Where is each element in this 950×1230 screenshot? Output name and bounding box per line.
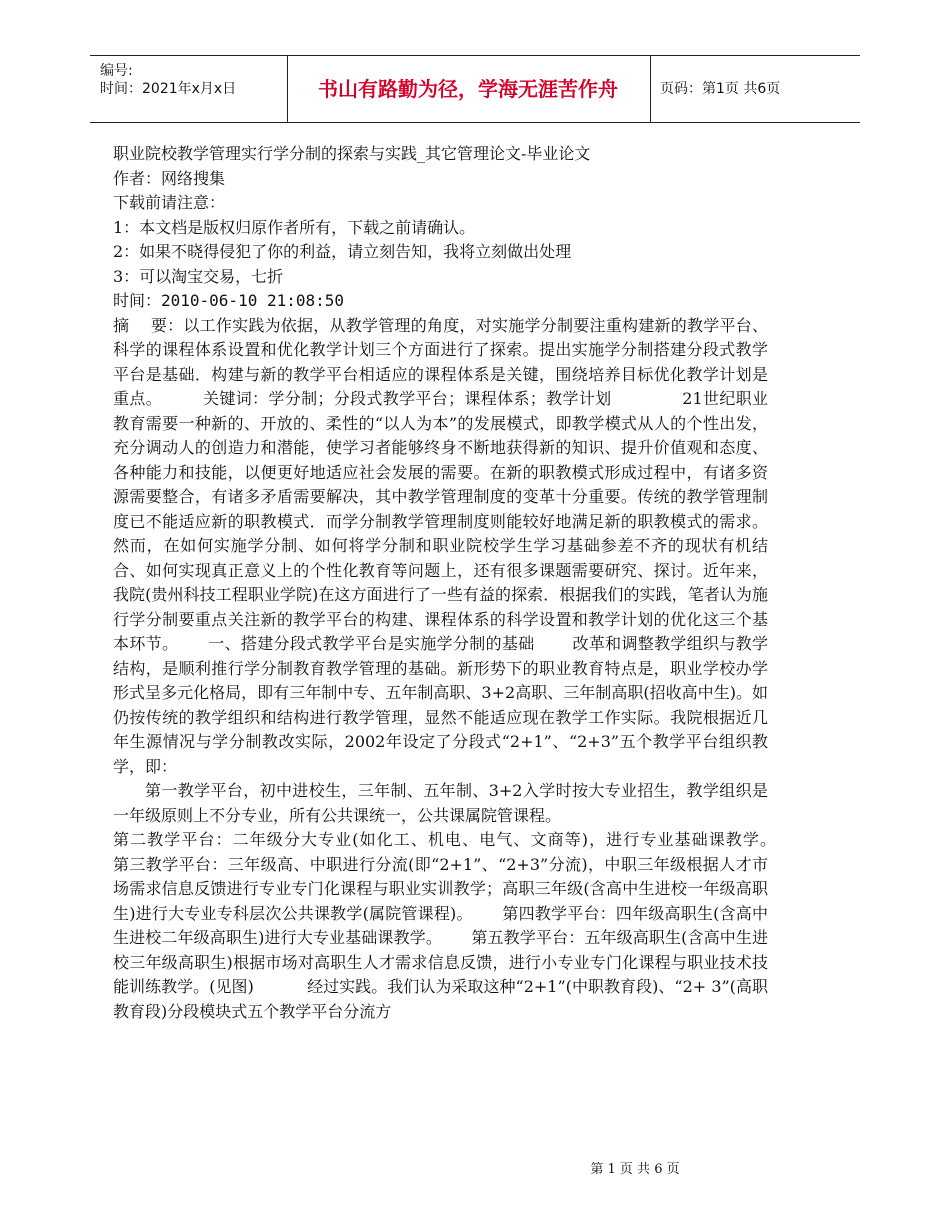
document-time: 时间：2010-06-10 21:08:50 (113, 291, 345, 310)
download-notice-3: 3：可以淘宝交易，七折 (113, 266, 284, 286)
document-time-label: 时间：2021年x月x日 (100, 81, 237, 97)
document-number-label: 编号: (100, 63, 133, 79)
page-footer: 第 1 页 共 6 页 (590, 1162, 680, 1177)
document-title: 职业院校教学管理实行学分制的探索与实践_其它管理论文-毕业论文 (113, 144, 591, 163)
header-page-label: 页码：第1页 共6页 (660, 81, 781, 97)
document-body (113, 142, 806, 1024)
header-motto: 书山有路勤为径，学海无涯苦作舟 (318, 77, 618, 101)
body-paragraph-2: 第一教学平台，初中进校生，三年制、五年制、3+2入学时按大专业招生，教学组织是一年级原则上不分专业，所有公共课统一，公共课属院管课程。 (113, 781, 768, 825)
header-divider-right (650, 56, 651, 122)
download-notice-1: 1：本文档是版权归原作者所有，下载之前请确认。 (113, 217, 476, 237)
body-paragraph-3: 第二教学平台：二年级分大专业(如化工、机电、电气、文商等)，进行专业基础课教学。 第三教学平台：三年级高、中职进行分流(即“2+1”、“2+3”分流)，中职三年级根据人才市场需求信息反馈进行专业专门化课程与职业实训教学；高职三年级(含高中生进校一年级高职生)进行大专业专科层次公共课教学(属院管课程)。 第四教学平台：四年级高职生(含高中生进校二年级高职生)进行大专业基础课教学。 第五教学平台：五年级高职生(含高中生进校三年级高职生)根据市场对高职生人才需求信息反馈，进行小专业专门化课程与职业技术技能训练教学。(见图) 经过实践。我们认为采取这种“2+1”(中职教育段)、“2+ 3”(高职教育段)分段模块式五个教学平台分流方 (113, 830, 806, 1021)
abstract-paragraph: 摘 要：以工作实践为依据，从教学管理的角度，对实施学分制要注重构建新的教学平台、科学的课程体系设置和优化教学计划三个方面进行了探索。提出实施学分制搭建分段式教学平台是基础．构建与新的教学平台相适应的课程体系是关键，围绕培养目标优化教学计划是重点。 关键词：学分制；分段式教学平台；课程体系；教学计划 21世纪职业教育需要一种新的、开放的、柔性的“以人为本”的发展模式，即教学模式从人的个性出发，充分调动人的创造力和潜能，使学习者能够终身不断地获得新的知识、提升价值观和态度、各种能力和技能，以便更好地适应社会发展的需要。在新的职教模式形成过程中，有诸多资源需要整合，有诸多矛盾需要解决，其中教学管理制度的变革十分重要。传统的教学管理制度已不能适应新的职教模式．而学分制教学管理制度则能较好地满足新的职教模式的需求。然而，在如何实施学分制、如何将学分制和职业院校学生学习基础参差不齐的现状有机结合、如何实现真正意义上的个性化教育等问题上，还有很多课题需要研究、探讨。近年来，我院(贵州科技工程职业学院)在这方面进行了一些有益的探索．根据我们的实践，笔者认为施行学分制要重点关注新的教学平台的构建、课程体系的科学设置和教学计划的优化这三个基本环节。 一、搭建分段式教学平台是实施学分制的基础 改革和调整教学组织与教学结构，是顺利推行学分制教育教学管理的基础。新形势下的职业教育特点是，职业学校办学形式呈多元化格局，即有三年制中专、五年制高职、3+2高职、三年制高职(招收高中生)。如仍按传统的教学组织和结构进行教学管理，显然不能适应现在教学工作实际。我院根据近几年生源情况与学分制教改实际，2002年设定了分段式“2+1”、“2+3”五个教学平台组织教学，即： (113, 315, 768, 776)
page-header (90, 55, 860, 123)
download-notice-heading: 下载前请注意： (113, 193, 226, 212)
header-meta (100, 56, 280, 122)
download-notice-2: 2：如果不晓得侵犯了你的利益，请立刻告知，我将立刻做出处理 (113, 242, 572, 261)
document-author: 作者：网络搜集 (113, 168, 226, 188)
